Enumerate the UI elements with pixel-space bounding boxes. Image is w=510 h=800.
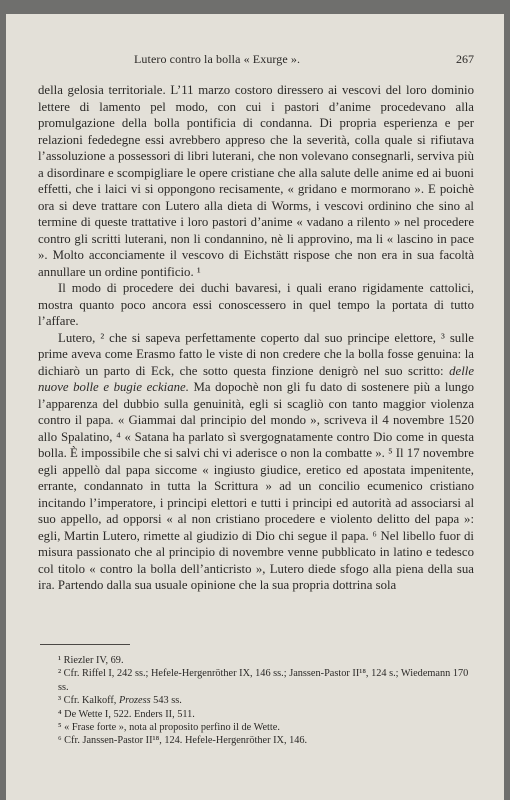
- footnote-4: ⁴ De Wette I, 522. Enders II, 511.: [58, 708, 195, 720]
- body-text: [38, 82, 474, 594]
- running-head: [38, 52, 474, 70]
- footnotes: [38, 654, 474, 748]
- paragraph-3: [38, 330, 474, 594]
- footnote-2: ² Cfr. Riffel I, 242 ss.; Hefele-Hergenröther IX, 146 ss.; Janssen-Pastor II¹⁸, 124 s.; Wiedemann 170 ss.: [58, 668, 469, 693]
- footnote-3-text-b: 543 ss.: [150, 695, 182, 707]
- paragraph-2: Il modo di procedere dei duchi bavaresi, i quali erano rigidamente cattolici, mostra quanto poco ancora essi conoscessero in quel tempo la portata di tutto l’affare.: [38, 281, 474, 328]
- paragraph-3-text-b: Ma dopochè non gli fu dato di sostenere più a lungo l’apparenza del dubbio sulla genuinità, egli si scagliò con tanto maggior violenza contro il papa. « Giammai dal principio del mondo », scriveva il 4 novembre 1520 allo Spalatino, ⁴ « Satana ha parlato sì svergognatamente contro Dio come in questa bolla. È impossibile che si salvi chi vi aderisce o non la combatte ». ⁵ Il 17 novembre egli appellò dal papa siccome « ingiusto giudice, eretico ed apostata impenitente, errante, condannato in tutta la Scrittura » ad un concilio ecumenico cristiano incitando l’imperatore, i principi elettori e tutti i principi ed autorità ad associarsi al suo appello, ad opporsi « al non cristiano procedere e violento delitto del papa »: egli, Martin Lutero, rimette al giudizio di Dio chi segue il papa. ⁶ Nel libello fuor di misura passionato che al principio di novembre venne pubblicato in latino e tedesco col titolo « contro la bolla dell’anticristo », Lutero diede sfogo alla piena della sua ira. Partendo dalla sua usuale opinione che la sua propria dottrina sola: [38, 380, 474, 592]
- paragraph-1: della gelosia territoriale. L’11 marzo costoro diressero ai vescovi del loro dominio lettere di lamento pel modo, con cui i pastori d’anime procedevano alla promulgazione della bolla pontificia di condanna. Di propria esperienza e per relazioni fededegne essi avrebbero appreso che la severità, colla quale si rifiutava l’assoluzione a possessori di libri luterani, che non volevano consegnarli, serviva più a disordinare e scompigliare le opere cristiane che alla salute delle anime ed ai buoni effetti, che i laici vi si oppongono recisamente, « gridano e mormorano ». E poichè ora si deve trattare con Lutero alla dieta di Worms, i vescovi ordinino che sino al termine di queste trattative i loro pastori d’anime « vadano a rilento » nel procedere contro gli scritti luterani, non li condannino, nè li approvino, ma li « lascino in pace ». Molto acconciamente il vescovo di Eichstätt rispose che non era in sua facoltà annullare un ordine pontificio. ¹: [38, 83, 474, 279]
- footnote-3: [38, 694, 474, 707]
- footnote-1: ¹ Riezler IV, 69.: [58, 655, 124, 666]
- page-number: 267: [456, 52, 474, 66]
- footnote-6: ⁶ Cfr. Janssen-Pastor II¹⁸, 124. Hefele-Hergenröther IX, 146.: [58, 735, 308, 747]
- paragraph-3-text-a: Lutero, ² che si sapeva perfettamente coperto dal suo principe elettore, ³ sulle prime aveva come Erasmo fatto le viste di non credere che la bolla fosse genuina: la dichiarò un parto di Eck, che sotto questa finzione denigrò nel suo scritto:: [38, 330, 474, 378]
- paragraph-3-italic-title: delle nuove bolle e bugie eckiane.: [38, 363, 474, 394]
- running-title: Lutero contro la bolla « Exurge ».: [134, 52, 301, 66]
- footnote-3-text-a: ³ Cfr. Kalkoff,: [58, 695, 119, 707]
- book-page: [6, 14, 504, 800]
- footnote-divider: [40, 644, 130, 645]
- footnote-3-italic: Prozess: [118, 695, 151, 707]
- footnote-5: ⁵ « Frase forte », nota al proposito perfino il de Wette.: [58, 722, 280, 734]
